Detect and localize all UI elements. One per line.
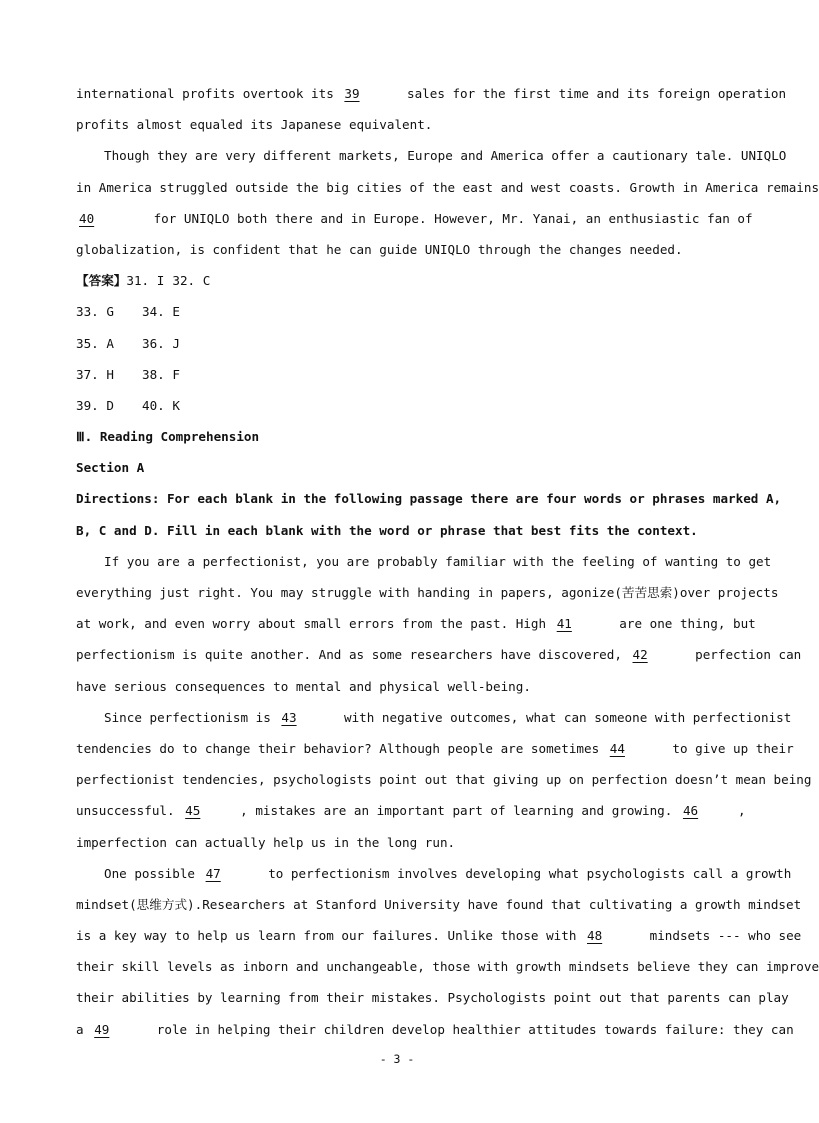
text-line: Though they are very different markets, Europe and America offer a cautionary tale. UNIQLO [104, 148, 787, 164]
blank-49: 49 [94, 1021, 110, 1037]
text-line: profits almost equaled its Japanese equivalent. [76, 117, 433, 133]
section-heading: Ⅲ. Reading Comprehension [76, 429, 260, 445]
blank-42: 42 [632, 647, 648, 663]
blank-46: 46 [682, 803, 699, 819]
text-line: Since perfectionism is 43 with negative outcomes, what can someone with perfectionist [76, 702, 722, 733]
text-line: mindset(思维方式).Researchers at Stanford University have found that cultivating a growth mindset [76, 896, 802, 912]
directions-line: Directions: For each blank in the following passage there are four words or phrases marked A, [76, 491, 782, 507]
document-page [76, 78, 819, 1045]
answer-row: 39. D 40. K [76, 397, 180, 413]
answer-row: 35. A 36. J [76, 335, 180, 351]
section-subheading: Section A [76, 460, 145, 476]
blank-40: 40 [79, 210, 95, 226]
blank-47: 47 [205, 865, 221, 881]
text-line: One possible 47 to perfectionism involves developing what psychologists call a growth [76, 858, 722, 889]
answer-label: 【答案】 [76, 273, 127, 289]
blank-43: 43 [281, 709, 297, 725]
answer-row: 【答案】31. I 32. C [76, 265, 722, 296]
directions-line: B, C and D. Fill in each blank with the word or phrase that best fits the context. [76, 522, 698, 538]
text-line: is a key way to help us learn from our failures. Unlike those with 48 mindsets --- who see [76, 920, 722, 951]
text-line: in America struggled outside the big cities of the east and west coasts. Growth in America remains [76, 179, 819, 195]
text-line: tendencies do to change their behavior? Although people are sometimes 44 to give up their [76, 733, 722, 764]
text-line: imperfection can actually help us in the long run. [76, 834, 456, 850]
blank-45: 45 [185, 803, 201, 819]
text-line: their skill levels as inborn and unchangeable, those with growth mindsets believe they can improve [76, 959, 819, 975]
text-line: If you are a perfectionist, you are probably familiar with the feeling of wanting to get [104, 553, 772, 569]
text-line: at work, and even worry about small errors from the past. High 41 are one thing, but [76, 608, 722, 639]
answer-row: 33. G 34. E [76, 304, 180, 320]
answer-row: 37. H 38. F [76, 366, 180, 382]
page-number: - 3 - [379, 1052, 415, 1066]
text-line: perfectionism is quite another. And as some researchers have discovered, 42 perfection can [76, 639, 722, 670]
blank-48: 48 [587, 928, 603, 944]
text-line: unsuccessful. 45 , mistakes are an important part of learning and growing. 46 , [76, 795, 722, 826]
blank-39: 39 [344, 86, 360, 101]
text-line: perfectionist tendencies, psychologists point out that giving up on perfection doesn’t mean being [76, 772, 812, 788]
text-line: their abilities by learning from their mistakes. Psychologists point out that parents can play [76, 990, 789, 1006]
text-line: globalization, is confident that he can guide UNIQLO through the changes needed. [76, 241, 683, 257]
blank-41: 41 [556, 616, 572, 632]
text-line: everything just right. You may struggle with handing in papers, agonize(苦苦思索)over projects [76, 585, 779, 600]
text-line: a 49 role in helping their children develop healthier attitudes towards failure: they can [76, 1014, 722, 1045]
text-line: have serious consequences to mental and physical well-being. [76, 678, 531, 694]
text-line: 40 for UNIQLO both there and in Europe. However, Mr. Yanai, an enthusiastic fan of [76, 203, 722, 234]
text-line: international profits overtook its 39 sales for the first time and its foreign operation [76, 78, 722, 109]
blank-44: 44 [609, 740, 625, 756]
